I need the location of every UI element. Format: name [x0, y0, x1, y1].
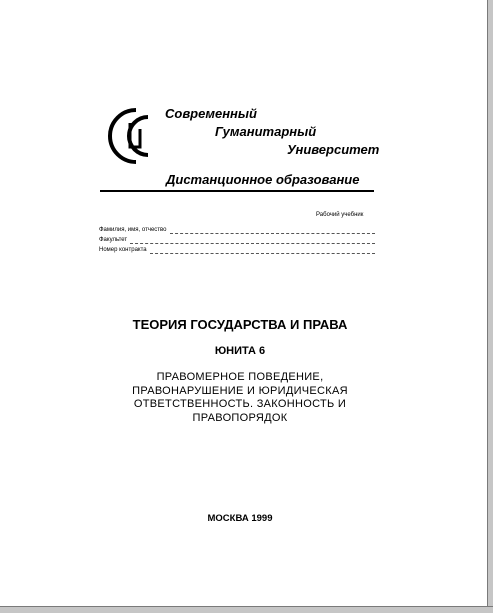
- unit-topic: [90, 371, 390, 425]
- form-field-blank-line: [170, 227, 376, 234]
- form-field-label: Факультет: [99, 237, 128, 243]
- form-field-contract-number: [99, 246, 375, 254]
- program-name: Дистанционное образование: [166, 172, 360, 187]
- form-field-full-name: [99, 226, 375, 234]
- form-field-label: Фамилия, имя, отчество: [99, 227, 167, 233]
- unit-topic-line: ПРАВОМЕРНОЕ ПОВЕДЕНИЕ,: [156, 371, 324, 383]
- university-emblem-icon: [99, 103, 159, 169]
- form-field-faculty: [99, 236, 375, 244]
- university-name-line-1: Современный: [165, 106, 257, 121]
- course-title: ТЕОРИЯ ГОСУДАРСТВА И ПРАВА: [132, 317, 348, 332]
- document-type: Рабочий учебник: [316, 212, 364, 218]
- unit-topic-line: ПРАВОНАРУШЕНИЕ И ЮРИДИЧЕСКАЯ: [132, 384, 348, 397]
- form-field-blank-line: [130, 237, 375, 244]
- form-field-label: Номер контракта: [99, 247, 147, 253]
- window-frame-right: [487, 0, 493, 613]
- university-name-line-3: Университет: [287, 142, 380, 157]
- header-divider: [100, 190, 374, 192]
- window-frame-bottom: [0, 606, 493, 613]
- form-field-blank-line: [150, 247, 375, 254]
- city-year: МОСКВА 1999: [207, 513, 273, 524]
- unit-topic-line: ОТВЕТСТВЕННОСТЬ. ЗАКОННОСТЬ И: [133, 398, 347, 410]
- unit-topic-line: ПРАВОПОРЯДОК: [192, 411, 288, 424]
- university-name-line-2: Гуманитарный: [215, 124, 317, 139]
- unit-number: ЮНИТА 6: [214, 345, 266, 357]
